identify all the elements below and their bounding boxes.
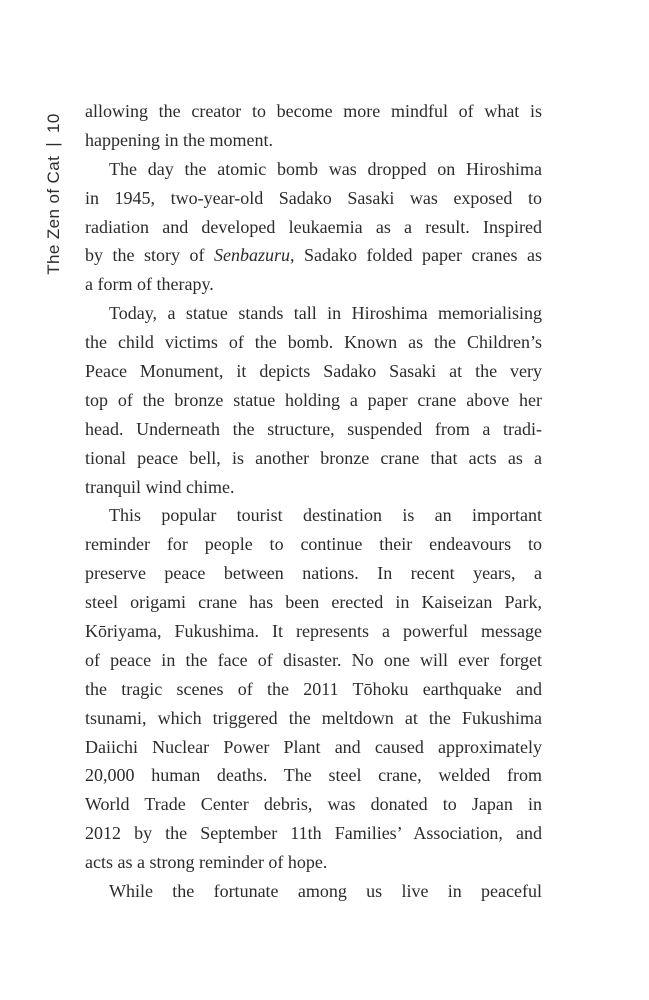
text-line: by the story of Senbazuru, Sadako folded paper cranes as	[85, 245, 542, 266]
margin-running-header	[44, 113, 64, 275]
text-line: The day the atomic bomb was dropped on Hiroshima	[109, 158, 542, 179]
page-body-text	[85, 97, 542, 906]
text-line: tranquil wind chime.	[85, 476, 235, 497]
text-line: happening in the moment.	[85, 129, 273, 150]
text-line: 20,000 human deaths. The steel crane, welded from	[85, 765, 542, 786]
text-line: tional peace bell, is another bronze crane that acts as a	[85, 447, 542, 468]
text-line: radiation and developed leukaemia as a result. Inspired	[85, 216, 542, 237]
text-line: This popular tourist destination is an important	[109, 505, 542, 526]
text-line: the tragic scenes of the 2011 Tōhoku earthquake and	[85, 678, 542, 699]
text-line: top of the bronze statue holding a paper crane above her	[85, 389, 542, 410]
text-line: allowing the creator to become more mindful of what is	[85, 101, 542, 121]
text-line: Today, a statue stands tall in Hiroshima memorialising	[109, 303, 542, 324]
text-line: Peace Monument, it depicts Sadako Sasaki at the very	[85, 361, 542, 382]
text-line: While the fortunate among us live in peaceful	[109, 881, 542, 902]
text-line: tsunami, which triggered the meltdown at the Fukushima	[85, 707, 542, 728]
text-line: reminder for people to continue their endeavours to	[85, 534, 542, 555]
page-number: 10	[44, 113, 63, 133]
spine-separator: |	[43, 141, 62, 147]
text-line: Kōriyama, Fukushima. It represents a powerful message	[85, 621, 542, 642]
text-line: preserve peace between nations. In recent years, a	[85, 563, 542, 584]
text-line: a form of therapy.	[85, 274, 214, 295]
text-line: Daiichi Nuclear Power Plant and caused approximately	[85, 736, 542, 757]
text-line: the child victims of the bomb. Known as the Children’s	[85, 332, 542, 353]
text-line: World Trade Center debris, was donated to Japan in	[85, 794, 542, 815]
text-line: in 1945, two-year-old Sadako Sasaki was exposed to	[85, 187, 542, 208]
text-line: of peace in the face of disaster. No one will ever forget	[85, 649, 542, 670]
text-line: steel origami crane has been erected in Kaiseizan Park,	[85, 592, 542, 613]
text-line: acts as a strong reminder of hope.	[85, 852, 328, 873]
book-title: The Zen of Cat	[44, 155, 63, 275]
text-line: 2012 by the September 11th Families’ Association, and	[85, 823, 542, 844]
text-line: head. Underneath the structure, suspended from a tradi-	[85, 418, 542, 439]
